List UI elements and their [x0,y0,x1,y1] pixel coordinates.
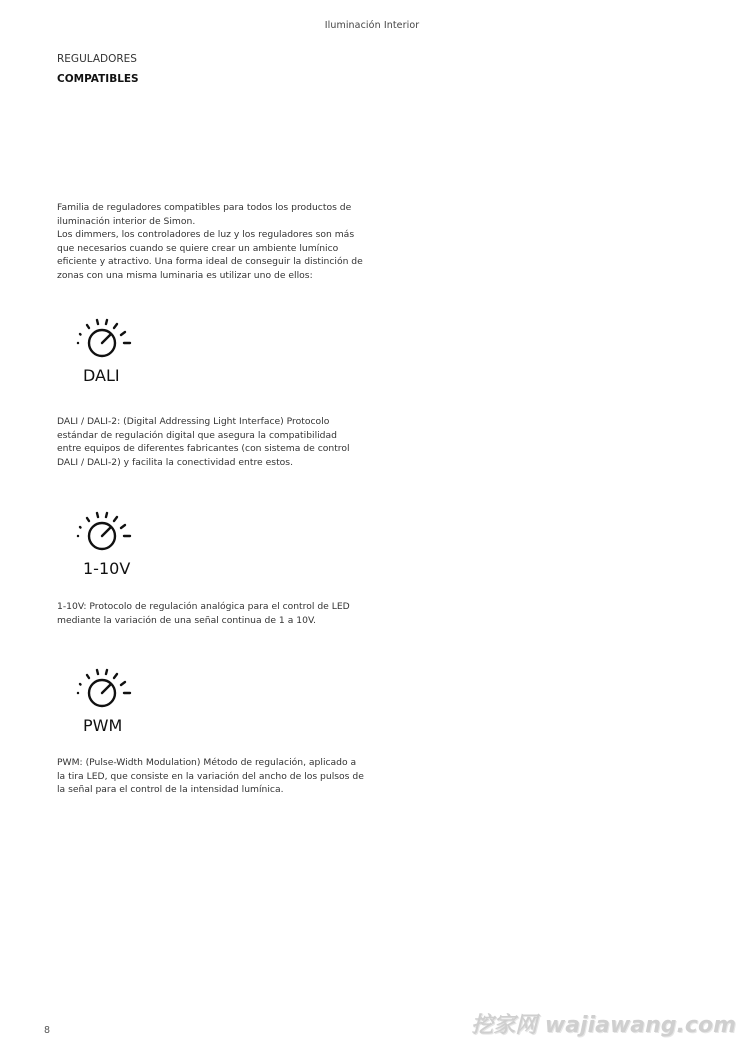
intro-line: que necesarios cuando se quiere crear un ambiente lumínico [57,242,339,254]
protocol-pwm-description [57,756,377,797]
description-line: la señal para el control de la intensidad lumínica. [57,784,284,796]
protocol-1-10v-description [57,600,377,627]
intro-line: eficiente y atractivo. Una forma ideal de conseguir la distinción de [57,256,363,268]
intro-paragraph [57,201,377,283]
intro-line: Los dimmers, los controladores de luz y los reguladores son más [57,229,355,241]
description-line: DALI / DALI-2: (Digital Addressing Light Interface) Protocolo [57,416,330,427]
description-line: estándar de regulación digital que asegura la compatibilidad [57,429,337,441]
protocol-label: DALI [83,366,120,385]
protocol-dali-description [57,415,377,469]
section-title-line2: COMPATIBLES [57,73,139,85]
protocol-pwm-icon-block [70,662,150,735]
description-line: PWM: (Pulse-Width Modulation) Método de regulación, aplicado a [57,757,357,768]
section-title-line1: REGULADORES [57,53,137,65]
intro-line: iluminación interior de Simon. [57,215,196,227]
protocol-label: 1-10V [83,559,131,578]
page-header-title: Iluminación Interior [324,20,420,31]
description-line: 1-10V: Protocolo de regulación analógica para el control de LED [57,601,350,612]
dimmer-knob-icon [70,505,136,555]
protocol-dali-icon-block [70,312,150,385]
page-number: 8 [44,1025,51,1036]
intro-line: zonas con una misma luminaria es utilizar uno de ellos: [57,269,313,281]
description-line: mediante la variación de una señal continua de 1 a 10V. [57,614,316,626]
protocol-label: PWM [83,716,123,735]
watermark: 挖家网 wajiawang.com [471,1013,736,1038]
dimmer-knob-icon [70,312,136,362]
description-line: la tira LED, que consiste en la variación del ancho de los pulsos de [57,770,364,782]
dimmer-knob-icon [70,662,136,712]
description-line: entre equipos de diferentes fabricantes (con sistema de control [57,443,350,455]
protocol-1-10v-icon-block [70,505,150,578]
description-line: DALI / DALI-2) y facilita la conectividad entre estos. [57,456,293,468]
intro-line: Familia de reguladores compatibles para todos los productos de [57,202,352,213]
